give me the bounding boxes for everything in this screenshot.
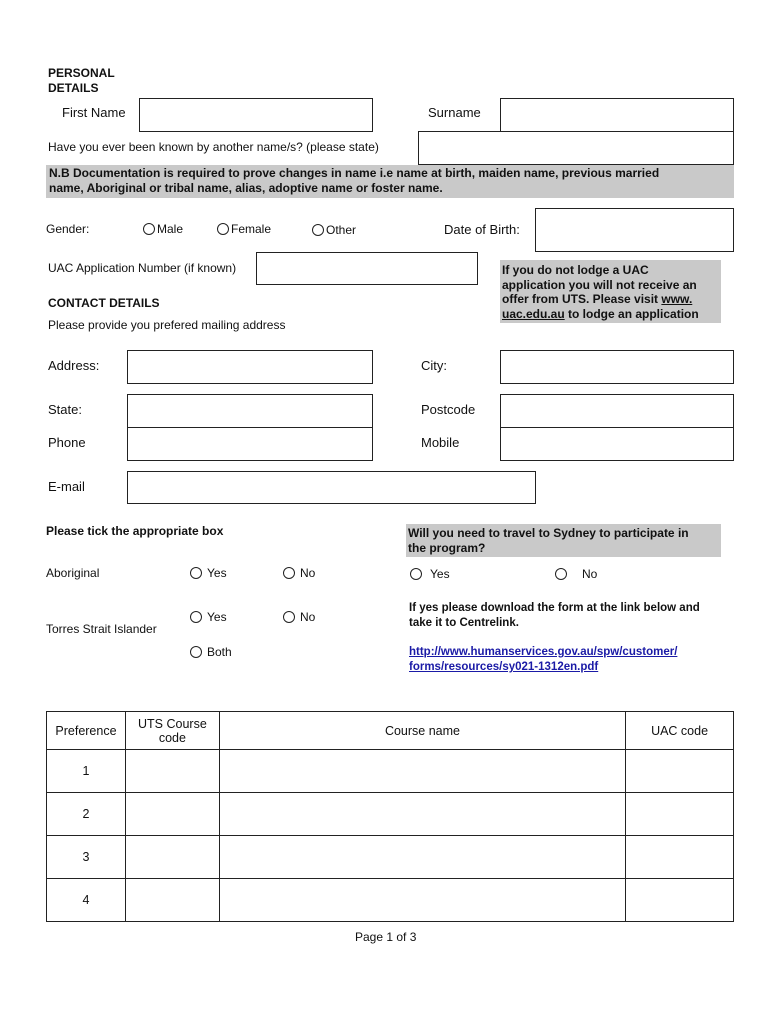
travel-yes-label: Yes: [430, 567, 450, 581]
aboriginal-no-label: No: [300, 566, 316, 580]
torres-both-label: Both: [207, 645, 232, 659]
travel-no-label: No: [582, 567, 598, 581]
header-line: code: [158, 730, 186, 745]
note-line: name, Aboriginal or tribal name, alias, adoptive name or foster name.: [49, 181, 443, 195]
first-name-label: First Name: [62, 105, 126, 120]
torres-strait-label: Torres Strait Islander: [46, 622, 157, 636]
other-names-input[interactable]: [418, 131, 734, 165]
travel-question: [406, 524, 721, 557]
header-preference: Preference: [47, 712, 126, 750]
uac-note-text: [502, 263, 699, 321]
section-heading-personal: [48, 66, 115, 96]
note-text: offer from UTS. Please visit: [502, 292, 662, 306]
gender-other-radio[interactable]: [312, 224, 324, 236]
preference-number: 4: [47, 879, 126, 922]
preference-table: [46, 711, 734, 922]
note-line: take it to Centrelink.: [409, 617, 519, 629]
uac-note: [500, 260, 721, 323]
uac-link[interactable]: uac.edu.au: [502, 306, 565, 321]
page-number: Page 1 of 3: [355, 930, 417, 944]
uac-number-label: UAC Application Number (if known): [48, 261, 237, 275]
travel-no-radio[interactable]: [555, 568, 567, 580]
header-uts-course-code: [125, 712, 219, 750]
mobile-label: Mobile: [421, 435, 460, 450]
course-name-cell[interactable]: [219, 793, 625, 836]
uac-number-input[interactable]: [256, 252, 478, 285]
header-uac-code: UAC code: [626, 712, 734, 750]
aboriginal-yes-label: Yes: [207, 566, 227, 580]
tick-box-heading: Please tick the appropriate box: [46, 524, 224, 538]
uts-code-cell[interactable]: [125, 836, 219, 879]
note-line: If you do not lodge a UAC: [502, 263, 649, 277]
dob-label: Date of Birth:: [444, 222, 520, 237]
header-line: UTS Course: [138, 716, 207, 731]
uac-code-cell[interactable]: [626, 879, 734, 922]
postcode-label: Postcode: [421, 402, 476, 417]
contact-subheading: Please provide you prefered mailing address: [48, 318, 286, 332]
note-line: application you will not receive an: [502, 277, 697, 292]
surname-label: Surname: [428, 105, 481, 120]
link-line[interactable]: http://www.humanservices.gov.au/spw/customer/: [409, 646, 678, 658]
address-input[interactable]: [127, 350, 373, 384]
uac-code-cell[interactable]: [626, 750, 734, 793]
link-line[interactable]: forms/resources/sy021-1312en.pdf: [409, 661, 599, 673]
note-text: to lodge an application: [564, 306, 699, 321]
question-line: the program?: [408, 541, 486, 555]
centrelink-form-link[interactable]: [409, 645, 677, 675]
preference-number: 2: [47, 793, 126, 836]
uac-code-cell[interactable]: [626, 836, 734, 879]
gender-label: Gender:: [46, 222, 90, 236]
state-input[interactable]: [127, 394, 373, 428]
phone-label: Phone: [48, 435, 86, 450]
name-change-note: [46, 165, 734, 198]
torres-no-label: No: [300, 610, 316, 624]
gender-female-radio[interactable]: [217, 223, 229, 235]
note-line: If yes please download the form at the link below and: [409, 602, 700, 614]
phone-input[interactable]: [127, 427, 373, 461]
torres-no-radio[interactable]: [283, 611, 295, 623]
table-row: [47, 836, 734, 879]
gender-female-label: Female: [231, 222, 272, 236]
postcode-input[interactable]: [500, 394, 734, 428]
gender-other-label: Other: [326, 223, 357, 237]
preference-number: 1: [47, 750, 126, 793]
torres-yes-label: Yes: [207, 610, 227, 624]
course-name-cell[interactable]: [219, 879, 625, 922]
state-label: State:: [48, 402, 82, 417]
note-line: [502, 307, 699, 322]
email-input[interactable]: [127, 471, 536, 504]
gender-male-radio[interactable]: [143, 223, 155, 235]
address-label: Address:: [48, 358, 100, 373]
section-heading-contact: CONTACT DETAILS: [48, 296, 160, 310]
table-row: [47, 750, 734, 793]
mobile-input[interactable]: [500, 427, 734, 461]
email-label: E-mail: [48, 479, 85, 494]
uts-code-cell[interactable]: [125, 793, 219, 836]
table-row: [47, 879, 734, 922]
name-change-note-text: [49, 166, 659, 196]
aboriginal-yes-radio[interactable]: [190, 567, 202, 579]
city-input[interactable]: [500, 350, 734, 384]
note-line: N.B Documentation is required to prove changes in name i.e name at birth, maiden name, previous married: [49, 166, 660, 180]
city-label: City:: [421, 358, 447, 373]
torres-both-radio[interactable]: [190, 646, 202, 658]
course-name-cell[interactable]: [219, 750, 625, 793]
heading-line: PERSONAL: [48, 66, 115, 80]
aboriginal-no-radio[interactable]: [283, 567, 295, 579]
torres-yes-radio[interactable]: [190, 611, 202, 623]
centrelink-note: [409, 601, 700, 631]
gender-male-label: Male: [157, 222, 184, 236]
first-name-input[interactable]: [139, 98, 373, 132]
note-line: [502, 292, 699, 307]
uts-code-cell[interactable]: [125, 750, 219, 793]
question-line: Will you need to travel to Sydney to participate in: [408, 526, 689, 540]
table-header-row: [47, 712, 734, 750]
aboriginal-label: Aboriginal: [46, 566, 100, 580]
travel-yes-radio[interactable]: [410, 568, 422, 580]
course-name-cell[interactable]: [219, 836, 625, 879]
table-row: [47, 793, 734, 836]
uts-code-cell[interactable]: [125, 879, 219, 922]
other-names-label: Have you ever been known by another name/s? (please state): [48, 140, 379, 154]
header-course-name: Course name: [219, 712, 625, 750]
uac-link[interactable]: www.: [661, 292, 693, 306]
uac-code-cell[interactable]: [626, 793, 734, 836]
heading-line: DETAILS: [48, 81, 99, 95]
travel-question-text: [408, 526, 689, 556]
surname-input[interactable]: [500, 98, 734, 132]
preference-number: 3: [47, 836, 126, 879]
dob-input[interactable]: [535, 208, 734, 252]
